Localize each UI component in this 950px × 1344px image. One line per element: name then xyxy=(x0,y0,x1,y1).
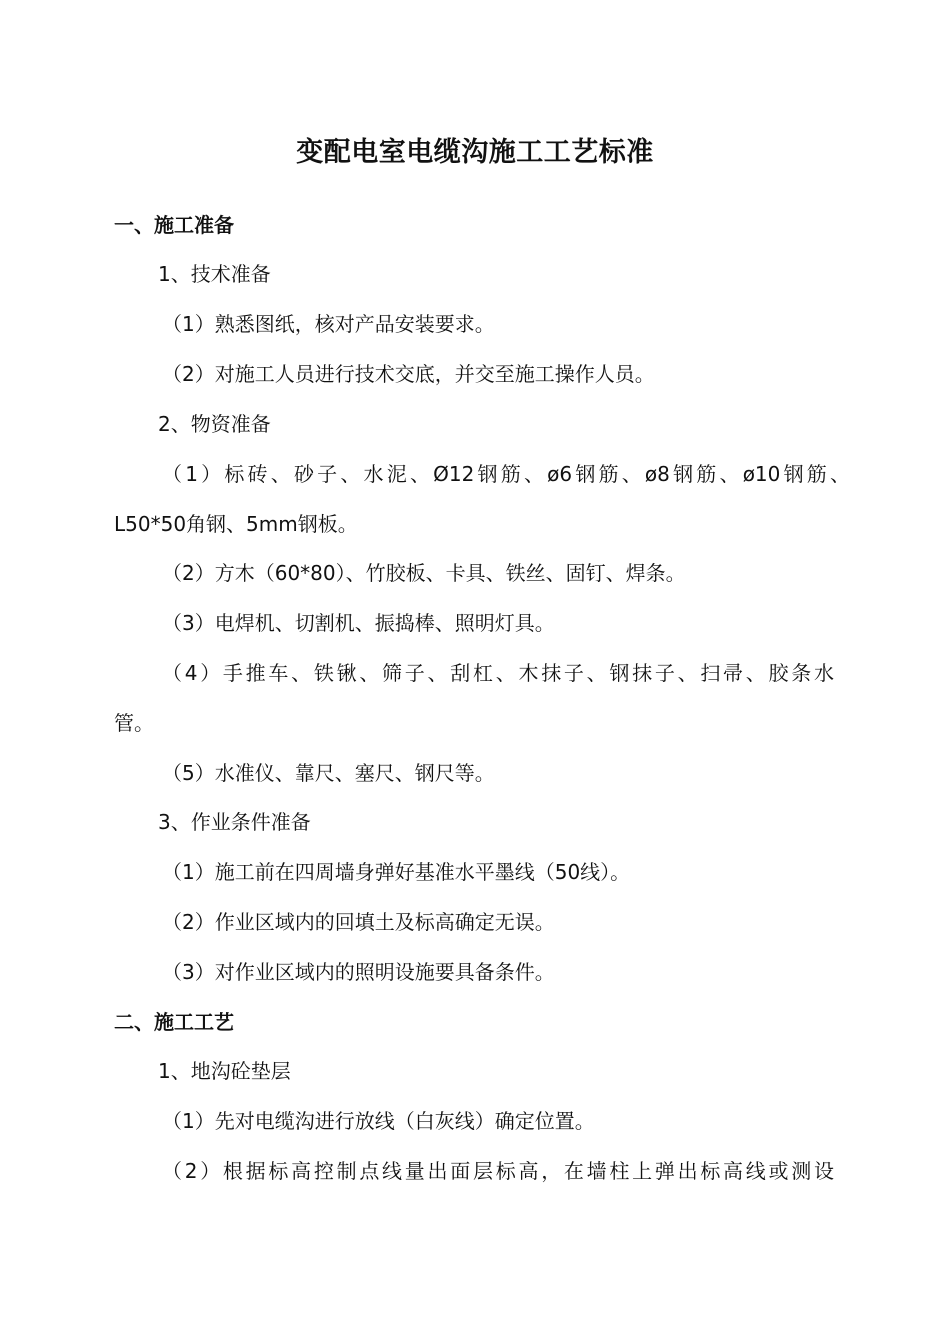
paragraph-line: （2）作业区域内的回填土及标高确定无误。 xyxy=(162,910,555,934)
paragraph-line: （2）方木（60*80）、竹胶板、卡具、铁丝、固钉、焊条。 xyxy=(162,561,686,585)
subsection-heading-materials: 2、物资准备 xyxy=(158,412,271,436)
section-heading-preparation: 一、施工准备 xyxy=(114,213,234,237)
paragraph-line: （3）对作业区域内的照明设施要具备条件。 xyxy=(162,960,555,984)
document-title: 变配电室电缆沟施工工艺标准 xyxy=(296,137,654,168)
subsection-heading-technical: 1、技术准备 xyxy=(158,262,271,286)
paragraph-line: （3）电焊机、切割机、振捣棒、照明灯具。 xyxy=(162,611,555,635)
section-heading-process: 二、施工工艺 xyxy=(114,1010,234,1034)
paragraph-line: （1）先对电缆沟进行放线（白灰线）确定位置。 xyxy=(162,1109,595,1133)
paragraph-line: （1）施工前在四周墙身弹好基准水平墨线（50线）。 xyxy=(162,860,631,884)
paragraph-line-continued: 管。 xyxy=(114,711,154,735)
paragraph-line: （1）标砖、砂子、水泥、Ø12钢筋、ø6钢筋、ø8钢筋、ø10钢筋、 xyxy=(162,462,850,486)
paragraph-line: （4）手推车、铁锹、筛子、刮杠、木抹子、钢抹子、扫帚、胶条水 xyxy=(162,661,834,685)
paragraph-line: （2）对施工人员进行技术交底，并交至施工操作人员。 xyxy=(162,362,655,386)
paragraph-line-continued: L50*50角钢、5mm钢板。 xyxy=(114,512,358,536)
subsection-heading-conditions: 3、作业条件准备 xyxy=(158,810,311,834)
paragraph-line: （2）根据标高控制点线量出面层标高，在墙柱上弹出标高线或测设 xyxy=(162,1159,834,1183)
paragraph-line: （5）水准仪、靠尺、塞尺、钢尺等。 xyxy=(162,761,495,785)
paragraph-line: （1）熟悉图纸，核对产品安装要求。 xyxy=(162,312,495,336)
subsection-heading-cushion: 1、地沟砼垫层 xyxy=(158,1059,291,1083)
